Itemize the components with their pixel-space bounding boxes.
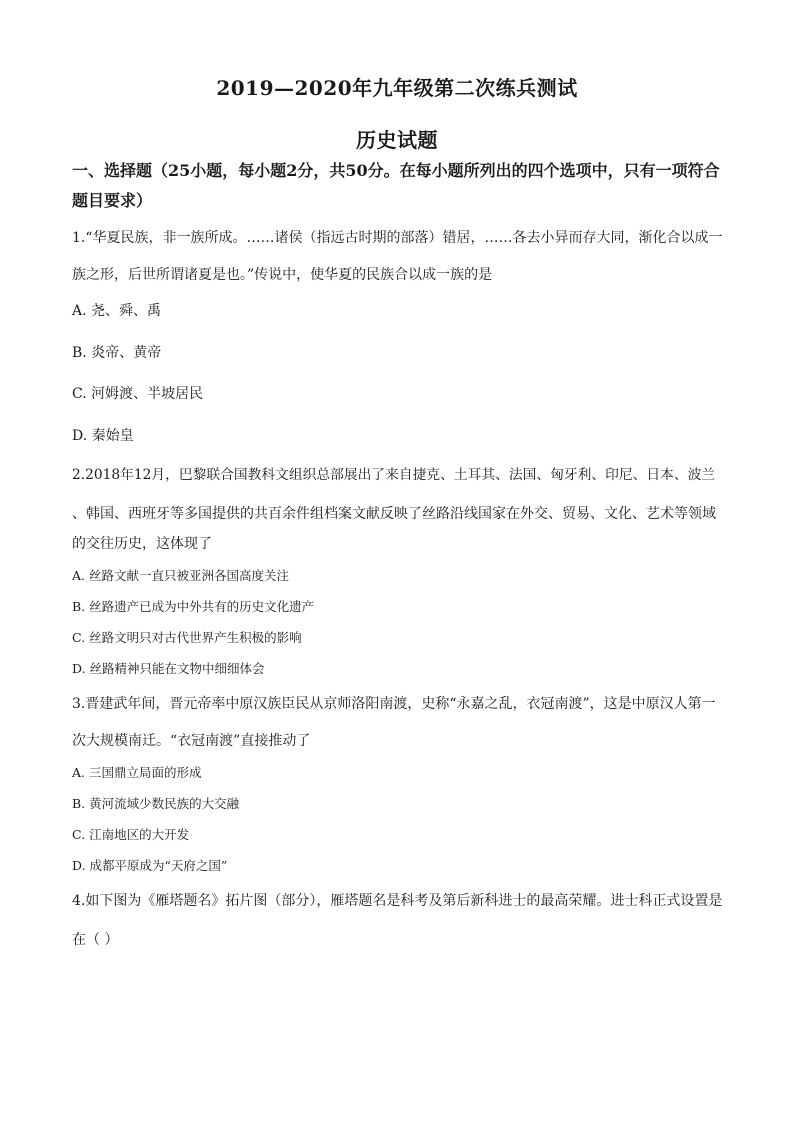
section-heading-cont: 题目要求） (72, 191, 153, 210)
question-text: 1.“华夏民族，非一族所成。……诸侯（指远古时期的部落）错居，……各去小异而存大同，渐化合以成一 (72, 230, 723, 246)
exam-subtitle: 历史试题 (356, 128, 438, 152)
option-b[interactable]: B. 黄河流域少数民族的大交融 (72, 796, 240, 811)
option-d[interactable]: D. 秦始皇 (72, 428, 134, 444)
question-text: 4.如下图为《雁塔题名》拓片图（部分），雁塔题名是科考及第后新科进士的最高荣耀。进士科正式设置是 (72, 893, 723, 909)
option-a[interactable]: A. 三国鼎立局面的形成 (72, 765, 202, 780)
question-text: 、韩国、西班牙等多国提供的共百余件组档案文献反映了丝路沿线国家在外交、贸易、文化、艺术等领域 (72, 506, 716, 522)
question-text: 族之形，后世所谓诸夏是也。”传说中，使华夏的民族合以成一族的是 (72, 267, 493, 283)
question-text: 的交往历史，这体现了 (72, 536, 212, 552)
option-b[interactable]: B. 丝路遗产已成为中外共有的历史文化遗产 (72, 599, 315, 614)
section-heading: 一、选择题（25小题，每小题2分，共50分。在每小题所列出的四个选项中，只有一项符合 (72, 161, 720, 180)
option-c[interactable]: C. 江南地区的大开发 (72, 827, 190, 842)
question-text: 在（ ） (72, 932, 119, 948)
question-text: 3.晋建武年间，晋元帝率中原汉族臣民从京师洛阳南渡，史称“永嘉之乱，衣冠南渡”，这是中原汉人第一 (72, 696, 716, 712)
option-c[interactable]: C. 河姆渡、半坡居民 (72, 386, 204, 402)
option-a[interactable]: A. 丝路文献一直只被亚洲各国高度关注 (72, 568, 289, 583)
option-d[interactable]: D. 成都平原成为“天府之国” (72, 858, 228, 873)
option-a[interactable]: A. 尧、舜、禹 (72, 303, 162, 319)
option-b[interactable]: B. 炎帝、黄帝 (72, 345, 162, 361)
exam-title: 2019—2020年九年级第二次练兵测试 (216, 76, 578, 100)
question-text: 2.2018年12月，巴黎联合国教科文组织总部展出了来自捷克、土耳其、法国、匈牙利、印尼、日本、波兰 (72, 467, 716, 483)
option-c[interactable]: C. 丝路文明只对古代世界产生积极的影响 (72, 630, 302, 645)
question-text: 次大规模南迁。“衣冠南渡”直接推动了 (72, 733, 311, 749)
option-d[interactable]: D. 丝路精神只能在文物中细细体会 (72, 661, 265, 676)
